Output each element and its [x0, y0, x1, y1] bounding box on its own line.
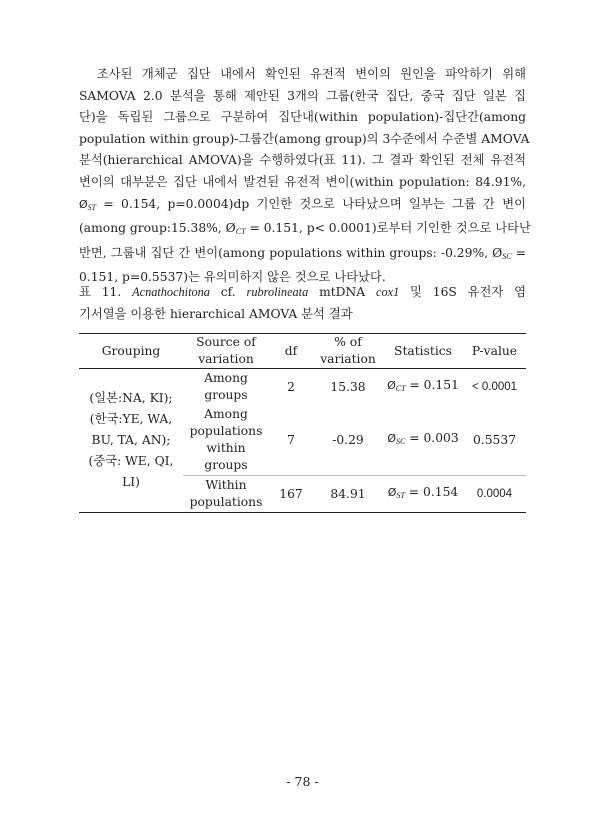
caption-prefix: 표 11.	[79, 285, 133, 299]
phi-symbol: Ø	[387, 432, 396, 445]
caption-cf: cf.	[209, 285, 247, 299]
line-text: (among group:15.38%, Ø	[79, 221, 236, 236]
header-percent: % of variation	[313, 334, 383, 369]
statistic-value: = 0.154	[404, 485, 459, 499]
species-name: rubrolineata	[246, 285, 309, 299]
source-cell: Among groups	[204, 371, 248, 402]
grouping-line: (중국: WE, QI,	[88, 454, 174, 468]
paragraph-line	[79, 243, 526, 268]
line-text: = 0.151, p< 0.0001)로부터 기인한 것으로 나타난	[245, 221, 531, 236]
paragraph-line: population within group)-그룹간(among group)의 3수준에서 수준별 AMOVA	[79, 131, 530, 146]
header-statistics: Statistics	[383, 334, 463, 369]
phi-symbol: Ø	[387, 379, 396, 392]
paragraph-line: 변이의 대부분은 집단 내에서 발견된 유전적 변이(within population: 84.91%,	[79, 174, 526, 189]
phi-subscript: CT	[235, 227, 246, 237]
pvalue-cell: 0.0004	[463, 476, 526, 513]
grouping-cell	[79, 369, 183, 513]
percent-cell: 84.91	[313, 476, 383, 513]
header-source: Source of variation	[183, 334, 269, 369]
line-text: =	[511, 245, 527, 260]
phi-subscript: SC	[502, 251, 512, 261]
paragraph-line: 분석(hierarchical AMOVA)을 수행하였다(표 11). 그 결과 확인된 전체 유전적	[79, 153, 526, 168]
df-cell: 7	[287, 432, 295, 447]
header-df: df	[269, 334, 313, 369]
grouping-line: (일본:NA, KI);	[89, 391, 173, 405]
paragraph-line: 0.151, p=0.5537)는 유의미하지 않은 것으로 나타났다.	[79, 270, 386, 285]
phi-symbol: Ø	[387, 486, 397, 499]
line-text: 반면, 그룹내 집단 간 변이(among populations within groups: -0.29%, Ø	[79, 245, 503, 260]
statistic-value: = 0.151	[405, 378, 459, 392]
line-text: = 0.154, p=0.0004)dp 기인한 것으로 나타났으며 일부는 그룹 간 변이	[96, 196, 526, 211]
paragraph-line	[79, 194, 526, 219]
phi-subscript: ST	[396, 491, 405, 500]
percent-cell: -0.29	[332, 432, 364, 447]
phi-symbol: Ø	[79, 197, 88, 211]
paragraph-line	[79, 218, 531, 243]
percent-cell: 15.38	[330, 379, 366, 394]
page-number: - 78 -	[286, 774, 319, 789]
pvalue-cell: < 0.0001	[471, 380, 518, 393]
source-cell: Among populations within groups	[189, 407, 263, 472]
amova-table	[79, 333, 526, 513]
pvalue-cell: 0.5537	[472, 432, 517, 447]
header-pvalue: P-value	[463, 334, 526, 369]
phi-subscript: SC	[396, 437, 406, 446]
paragraph-line: SAMOVA 2.0 분석을 통해 제안된 3개의 그룹(한국 집단, 중국 집단 일본 집	[79, 88, 526, 103]
grouping-line: BU, TA, AN);	[91, 433, 171, 447]
paragraph-line: 단)을 독립된 그룹으로 구분하여 집단내(within population)-집단간(among	[79, 110, 526, 125]
grouping-line: LI)	[122, 475, 140, 489]
df-cell: 167	[269, 476, 313, 513]
statistic-cell	[383, 405, 463, 476]
table-header-row	[79, 334, 526, 369]
statistic-cell	[383, 476, 463, 513]
header-grouping: Grouping	[79, 334, 183, 369]
body-paragraph	[79, 64, 531, 289]
source-cell: Within populations	[183, 476, 269, 513]
table-caption	[79, 282, 526, 325]
phi-subscript: CT	[395, 384, 406, 393]
caption-mt: mtDNA	[308, 285, 377, 299]
statistic-cell	[383, 369, 463, 406]
gene-name: cox1	[376, 285, 400, 299]
grouping-line: (한국:YE, WA,	[89, 412, 173, 426]
table-row	[79, 369, 526, 406]
statistic-value: = 0.003	[405, 431, 459, 445]
paragraph-line: 조사된 개체군 집단 내에서 확인된 유전적 변이의 원인을 파악하기 위해	[79, 67, 526, 81]
caption-rest: 및 16S 유전자 염	[399, 285, 526, 299]
genus-name: Acnathochitona	[132, 285, 210, 299]
phi-subscript: ST	[87, 202, 97, 212]
caption-line	[79, 282, 526, 304]
caption-line: 기서열을 이용한 hierarchical AMOVA 분석 결과	[79, 306, 353, 321]
df-cell: 2	[287, 379, 295, 394]
